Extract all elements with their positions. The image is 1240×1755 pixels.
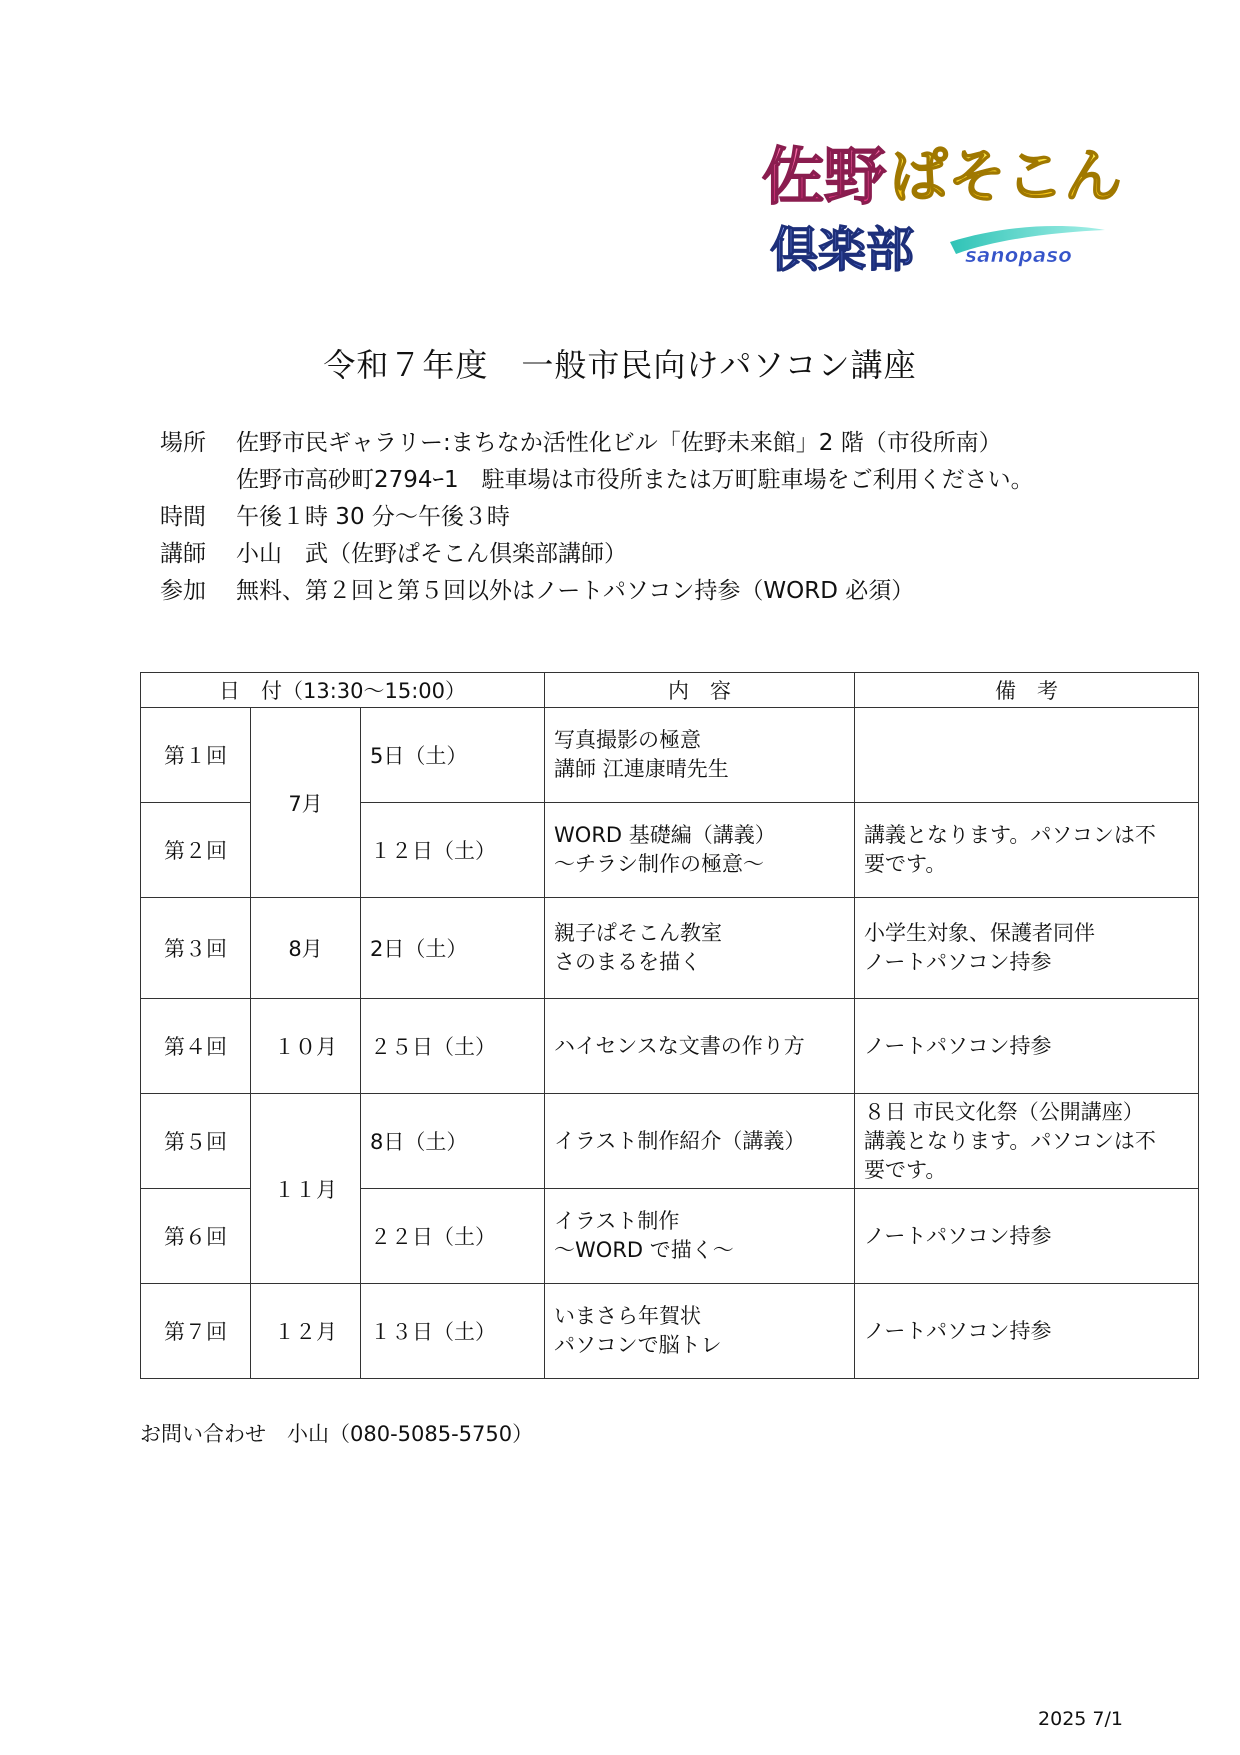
notes-cell [855,708,1199,803]
issue-date: 2025 7/1 [1038,1708,1123,1730]
time-value: 午後１時 30 分～午後３時 [236,504,510,530]
header-content: 内 容 [545,673,855,708]
content-line: パソコンで脳トレ [554,1333,722,1357]
place-row [160,425,1034,462]
table-row [141,708,1199,803]
notes-line: ノートパソコン持参 [864,1223,1052,1248]
notes-line: ノートパソコン持参 [864,1318,1052,1343]
content-cell [545,1094,855,1189]
place-value: 佐野市民ギャラリー:まちなか活性化ビル「佐野未来館」2 階（市役所南） [236,430,1002,456]
svg-text:sanopaso: sanopaso [965,243,1072,267]
notes-cell [855,1284,1199,1379]
month-cell: １２月 [251,1284,361,1379]
join-row [160,573,1034,610]
session-cell: 第２回 [141,803,251,898]
notes-cell [855,898,1199,999]
table-row [141,999,1199,1094]
notes-cell [855,1094,1199,1189]
contact-info: お問い合わせ 小山（080-5085-5750） [140,1422,534,1446]
day-cell: 8日（土） [361,1094,545,1189]
place-label: 場所 [160,430,206,456]
content-cell [545,708,855,803]
svg-text:佐野: 佐野 [762,140,887,213]
table-row [141,1284,1199,1379]
session-cell: 第１回 [141,708,251,803]
day-cell: 2日（土） [361,898,545,999]
notes-line: 要です。 [864,1157,947,1182]
club-logo [760,130,1130,280]
day-cell: １２日（土） [361,803,545,898]
day-cell: １３日（土） [361,1284,545,1379]
notes-cell [855,1189,1199,1284]
svg-text:倶楽部: 倶楽部 [770,222,915,278]
time-label: 時間 [160,504,206,530]
teacher-row [160,536,1034,573]
notes-cell [855,803,1199,898]
session-cell: 第４回 [141,999,251,1094]
notes-line: 講義となります。パソコンは不 [864,823,1156,847]
notes-cell [855,999,1199,1094]
content-cell [545,1284,855,1379]
content-line: ～WORD で描く～ [554,1238,734,1262]
content-line: ～チラシ制作の極意～ [554,852,765,876]
notes-line: 講義となります。パソコンは不 [864,1128,1156,1153]
notes-line: ノートパソコン持参 [864,1033,1052,1058]
join-label: 参加 [160,578,206,604]
month-cell: 8月 [251,898,361,999]
header-date: 日 付（13:30～15:00） [141,673,545,708]
content-line: 写真撮影の極意 [554,728,702,752]
content-line: 講師 江連康晴先生 [554,757,729,781]
content-line: 親子ぱそこん教室 [554,921,723,945]
content-cell [545,803,855,898]
teacher-value: 小山 武（佐野ぱそこん倶楽部講師） [236,541,627,567]
month-cell: １０月 [251,999,361,1094]
place-address-row [160,462,1034,499]
notes-line: ８日 市民文化祭（公開講座） [864,1099,1144,1124]
notes-line: 要です。 [864,852,947,876]
content-line: イラスト制作 [554,1209,680,1233]
content-cell [545,1189,855,1284]
notes-line: 小学生対象、保護者同伴 [864,921,1096,945]
session-cell: 第６回 [141,1189,251,1284]
content-line: WORD 基礎編（講義） [554,823,776,847]
content-line: ハイセンスな文書の作り方 [554,1033,805,1058]
header-notes: 備 考 [855,673,1199,708]
session-cell: 第３回 [141,898,251,999]
content-cell [545,898,855,999]
place-address: 佐野市高砂町2794ｰ1 駐車場は市役所または万町駐車場をご利用ください。 [236,467,1034,493]
day-cell: ２２日（土） [361,1189,545,1284]
table-row [141,1094,1199,1189]
content-line: イラスト制作紹介（講義） [554,1128,806,1153]
time-row [160,499,1034,536]
teacher-label: 講師 [160,541,206,567]
session-cell: 第５回 [141,1094,251,1189]
join-value: 無料、第２回と第５回以外はノートパソコン持参（WORD 必須） [236,578,915,604]
notes-line: ノートパソコン持参 [864,950,1052,974]
content-line: さのまるを描く [554,950,702,974]
course-info [160,425,1034,610]
content-cell [545,999,855,1094]
month-cell: １１月 [251,1094,361,1284]
content-line: いまさら年賀状 [554,1304,702,1328]
svg-text:ぱそこん: ぱそこん [890,142,1123,210]
page-title: 令和７年度 一般市民向けパソコン講座 [323,346,917,384]
month-cell: 7月 [251,708,361,898]
day-cell: 5日（土） [361,708,545,803]
day-cell: ２５日（土） [361,999,545,1094]
table-row [141,898,1199,999]
schedule-table [140,672,1199,1379]
table-header-row [141,673,1199,708]
session-cell: 第７回 [141,1284,251,1379]
